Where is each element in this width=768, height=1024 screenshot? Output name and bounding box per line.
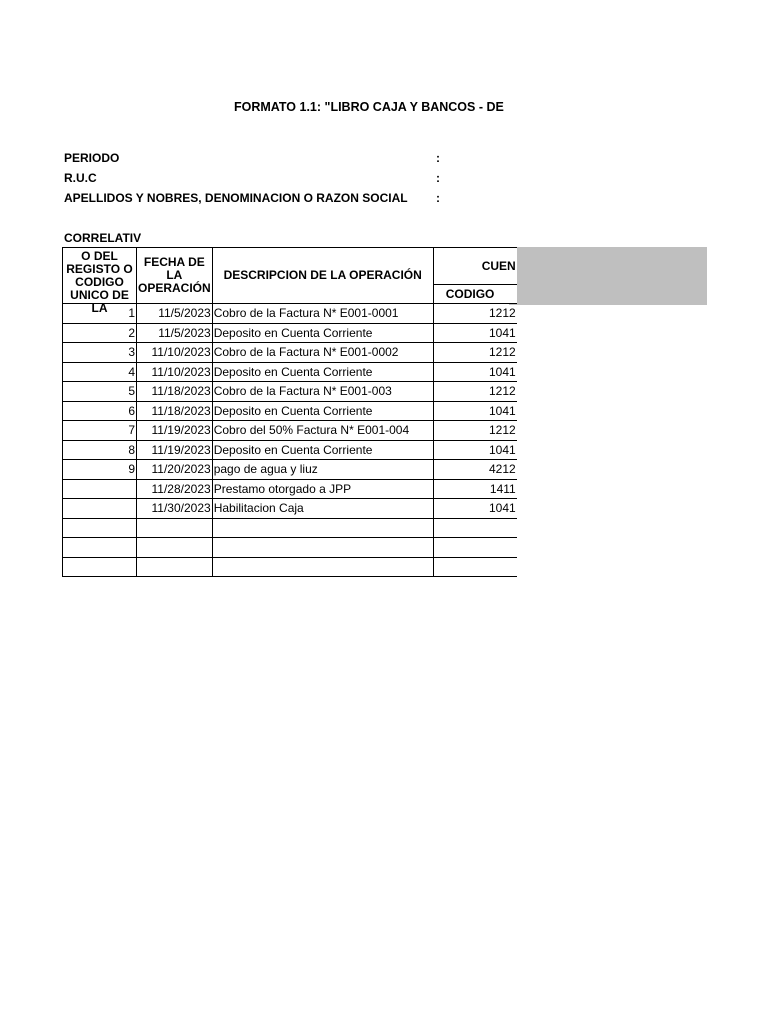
fecha-cell[interactable]: 11/10/2023 <box>137 362 213 382</box>
table-row <box>63 499 517 519</box>
codigo-header: CODIGO <box>433 285 517 304</box>
ruc-colon: : <box>436 171 440 185</box>
descripcion-cell[interactable]: Cobro de la Factura N* E001-0002 <box>212 343 433 363</box>
descripcion-cell[interactable]: Deposito en Cuenta Corriente <box>212 401 433 421</box>
codigo-cell[interactable] <box>433 538 517 558</box>
correlativo-cell[interactable]: 2 <box>63 323 137 343</box>
descripcion-cell[interactable]: pago de agua y liuz <box>212 460 433 480</box>
table-row <box>63 382 517 402</box>
table-row <box>63 538 517 558</box>
correlativo-cell[interactable] <box>63 518 137 538</box>
periodo-label: PERIODO <box>64 151 120 165</box>
table-row <box>63 362 517 382</box>
fecha-cell[interactable]: 11/5/2023 <box>137 323 213 343</box>
table-row <box>63 343 517 363</box>
correlativo-cell[interactable] <box>63 557 137 577</box>
correlativo-cell[interactable]: 4 <box>63 362 137 382</box>
table-row <box>63 323 517 343</box>
correlativo-cell[interactable]: 9 <box>63 460 137 480</box>
ledger-table <box>62 247 517 577</box>
correlativo-cell[interactable]: 5 <box>63 382 137 402</box>
descripcion-cell[interactable]: Prestamo otorgado a JPP <box>212 479 433 499</box>
header-shaded-area <box>509 247 707 305</box>
table-row <box>63 401 517 421</box>
codigo-cell[interactable]: 1212 <box>433 382 517 402</box>
codigo-cell[interactable] <box>433 557 517 577</box>
table-row <box>63 440 517 460</box>
codigo-cell[interactable]: 1212 <box>433 304 517 324</box>
codigo-cell[interactable]: 1411 <box>433 479 517 499</box>
correlativo-cell[interactable] <box>63 479 137 499</box>
descripcion-cell[interactable]: Cobro del 50% Factura N* E001-004 <box>212 421 433 441</box>
correlativo-cell[interactable]: 3 <box>63 343 137 363</box>
descripcion-cell[interactable] <box>212 518 433 538</box>
fecha-cell[interactable] <box>137 557 213 577</box>
razon-label: APELLIDOS Y NOBRES, DENOMINACION O RAZON SOCIAL <box>64 191 408 205</box>
table-row <box>63 518 517 538</box>
fecha-header: FECHA DE LA OPERACIÓN <box>137 248 213 304</box>
codigo-cell[interactable]: 1041 <box>433 401 517 421</box>
fecha-cell[interactable]: 11/20/2023 <box>137 460 213 480</box>
correlativo-cell[interactable]: 6 <box>63 401 137 421</box>
descripcion-header: DESCRIPCION DE LA OPERACIÓN <box>212 248 433 304</box>
descripcion-cell[interactable]: Cobro de la Factura N* E001-003 <box>212 382 433 402</box>
descripcion-cell[interactable] <box>212 538 433 558</box>
codigo-cell[interactable]: 1041 <box>433 362 517 382</box>
razon-colon: : <box>436 191 440 205</box>
correlativo-header-top: CORRELATIV <box>64 231 142 245</box>
table-row <box>63 304 517 324</box>
correlativo-header: O DEL REGISTO O CODIGO UNICO DE LA <box>63 248 137 304</box>
fecha-cell[interactable]: 11/30/2023 <box>137 499 213 519</box>
codigo-cell[interactable]: 1041 <box>433 499 517 519</box>
correlativo-cell[interactable]: 1 <box>63 304 137 324</box>
table-row <box>63 460 517 480</box>
periodo-colon: : <box>436 151 440 165</box>
codigo-cell[interactable]: 1212 <box>433 343 517 363</box>
ruc-label: R.U.C <box>64 171 97 185</box>
fecha-cell[interactable]: 11/19/2023 <box>137 421 213 441</box>
cuenta-header: CUEN <box>433 248 517 285</box>
descripcion-cell[interactable]: Habilitacion Caja <box>212 499 433 519</box>
fecha-cell[interactable] <box>137 518 213 538</box>
codigo-cell[interactable]: 1041 <box>433 323 517 343</box>
fecha-cell[interactable]: 11/28/2023 <box>137 479 213 499</box>
descripcion-cell[interactable] <box>212 557 433 577</box>
descripcion-cell[interactable]: Deposito en Cuenta Corriente <box>212 440 433 460</box>
fecha-cell[interactable] <box>137 538 213 558</box>
descripcion-cell[interactable]: Cobro de la Factura N* E001-0001 <box>212 304 433 324</box>
codigo-cell[interactable]: 1041 <box>433 440 517 460</box>
table-row <box>63 479 517 499</box>
correlativo-cell[interactable]: 8 <box>63 440 137 460</box>
codigo-cell[interactable]: 4212 <box>433 460 517 480</box>
descripcion-cell[interactable]: Deposito en Cuenta Corriente <box>212 362 433 382</box>
codigo-cell[interactable] <box>433 518 517 538</box>
correlativo-cell[interactable] <box>63 538 137 558</box>
fecha-cell[interactable]: 11/19/2023 <box>137 440 213 460</box>
codigo-cell[interactable]: 1212 <box>433 421 517 441</box>
correlativo-cell[interactable]: 7 <box>63 421 137 441</box>
correlativo-cell[interactable] <box>63 499 137 519</box>
fecha-cell[interactable]: 11/10/2023 <box>137 343 213 363</box>
table-row <box>63 421 517 441</box>
table-row <box>63 557 517 577</box>
fecha-cell[interactable]: 11/5/2023 <box>137 304 213 324</box>
descripcion-cell[interactable]: Deposito en Cuenta Corriente <box>212 323 433 343</box>
document-title: FORMATO 1.1: "LIBRO CAJA Y BANCOS - DE <box>234 100 504 114</box>
fecha-cell[interactable]: 11/18/2023 <box>137 382 213 402</box>
fecha-cell[interactable]: 11/18/2023 <box>137 401 213 421</box>
